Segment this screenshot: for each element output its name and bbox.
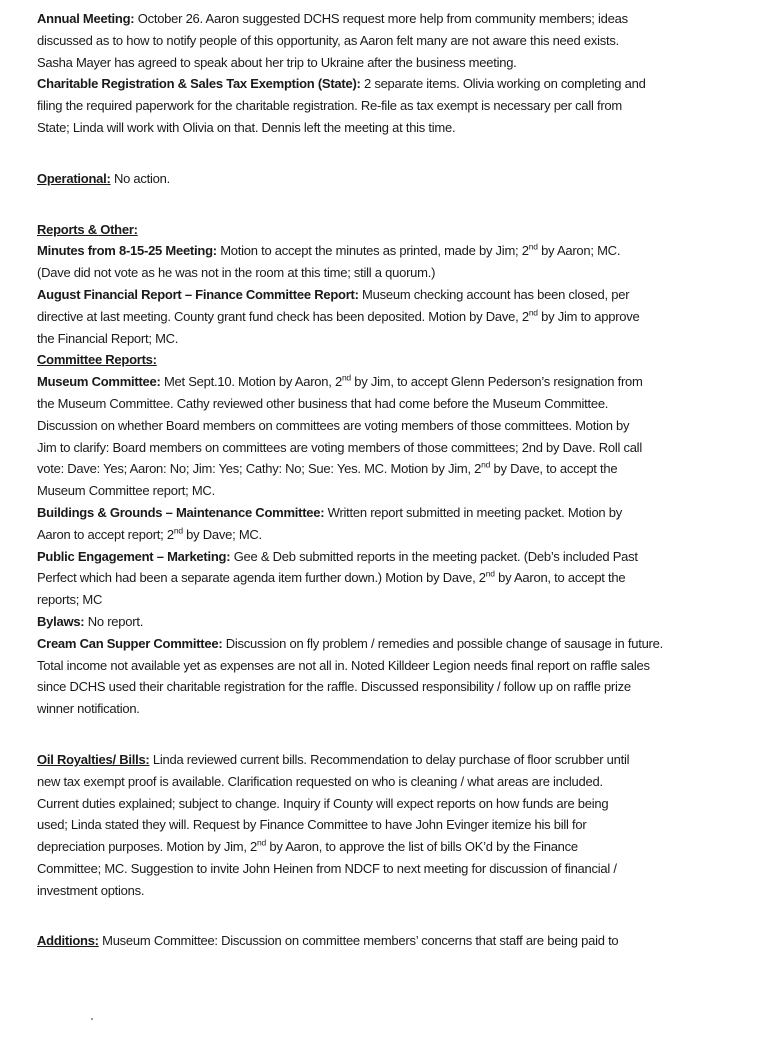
- text-line: [37, 676, 737, 698]
- ordinal-superscript: nd: [173, 525, 183, 536]
- section-label: Annual Meeting:: [37, 11, 135, 26]
- body-text: October 26. Aaron suggested DCHS request more help from community members; ideas: [134, 11, 628, 26]
- body-text: by Aaron, to approve the list of bills OK’d by the Finance: [266, 839, 578, 855]
- text-line: [37, 698, 737, 720]
- body-text: Aaron to accept report; 2: [37, 526, 174, 542]
- body-text: by Aaron; MC.: [537, 243, 621, 259]
- body-text: by Jim to approve: [537, 308, 640, 324]
- text-line: [37, 349, 737, 371]
- body-text: Met Sept.10. Motion by Aaron, 2: [160, 374, 342, 390]
- section-label: Charitable Registration & Sales Tax Exemption (State):: [37, 76, 361, 92]
- text-line: [37, 546, 737, 568]
- text-line: [37, 814, 737, 836]
- section-label: Buildings & Grounds – Maintenance Committee:: [37, 504, 325, 520]
- body-text: vote: Dave: Yes; Aaron: No; Jim: Yes; Cathy: No; Sue: Yes. MC. Motion by Jim, 2: [37, 461, 482, 477]
- section-label: Bylaws:: [37, 613, 85, 629]
- ordinal-superscript: nd: [341, 372, 351, 383]
- section-label: August Financial Report – Finance Committee Report:: [37, 286, 359, 302]
- body-text: the Financial Report; MC.: [37, 330, 179, 346]
- text-line: [37, 655, 737, 677]
- body-text: new tax exempt proof is available. Clarification requested on who is cleaning / what areas are included.: [37, 773, 603, 789]
- text-line: [37, 458, 737, 480]
- body-text: used; Linda stated they will. Request by Finance Committee to have John Evinger itemize his bill for: [37, 817, 587, 833]
- body-text: Museum checking account has been closed, per: [358, 286, 630, 302]
- body-text: State; Linda will work with Olivia on that. Dennis left the meeting at this time.: [37, 119, 456, 135]
- body-text: Current duties explained; subject to change. Inquiry if County will expect reports on how funds are being: [37, 795, 609, 811]
- body-text: investment options.: [37, 882, 145, 898]
- body-text: by Dave; MC.: [182, 526, 262, 542]
- body-text: reports; MC: [37, 592, 103, 608]
- text-line: [37, 393, 737, 415]
- body-text: Jim to clarify: Board members on committees are voting members of those committees; 2nd by Dave. Roll call: [37, 439, 642, 455]
- paragraph-gap: [37, 190, 737, 219]
- body-text: No report.: [84, 613, 144, 629]
- text-line: [37, 262, 737, 284]
- text-line: [37, 836, 737, 858]
- text-line: [37, 8, 737, 30]
- section-label: Minutes from 8-15-25 Meeting:: [37, 243, 217, 259]
- body-text: discussed as to how to notify people of this opportunity, as Aaron felt many are not aware this need exists.: [37, 32, 619, 48]
- body-text: Total income not available yet as expenses are not all in. Noted Killdeer Legion needs final report on raffle sales: [37, 657, 650, 673]
- body-text: Perfect which had been a separate agenda item further down.) Motion by Dave, 2: [37, 570, 486, 586]
- ordinal-superscript: nd: [528, 242, 538, 253]
- text-line: [37, 219, 737, 241]
- text-line: [37, 415, 737, 437]
- text-line: [37, 480, 737, 502]
- text-line: [37, 930, 737, 952]
- body-text: depreciation purposes. Motion by Jim, 2: [37, 839, 258, 855]
- body-text: Motion to accept the minutes as printed, made by Jim; 2: [216, 243, 529, 259]
- text-line: [37, 437, 737, 459]
- body-text: No action.: [110, 170, 170, 186]
- text-line: [37, 306, 737, 328]
- text-line: [37, 771, 737, 793]
- section-label: Oil Royalties/ Bills:: [37, 751, 150, 767]
- body-text: by Dave, to accept the: [490, 461, 618, 477]
- paragraph-gap: [37, 901, 737, 930]
- section-label: Operational:: [37, 170, 111, 186]
- text-line: [37, 30, 737, 52]
- section-label: Public Engagement – Marketing:: [37, 548, 231, 564]
- text-line: [37, 371, 737, 393]
- section-label: Cream Can Supper Committee:: [37, 635, 223, 651]
- text-line: [37, 117, 737, 139]
- text-line: [37, 749, 737, 771]
- body-text: since DCHS used their charitable registration for the raffle. Discussed responsibility / follow up on raffle prize: [37, 679, 631, 695]
- text-line: [37, 284, 737, 306]
- body-text: Committee; MC. Suggestion to invite John Heinen from NDCF to next meeting for discussion of financial /: [37, 860, 617, 876]
- text-line: [37, 524, 737, 546]
- text-line: [37, 633, 737, 655]
- body-text: Sasha Mayer has agreed to speak about her trip to Ukraine after the business meeting.: [37, 54, 517, 70]
- body-text: winner notification.: [37, 701, 140, 717]
- body-text: the Museum Committee. Cathy reviewed other business that had come before the Museum Committee.: [37, 395, 609, 411]
- body-text: Gee & Deb submitted reports in the meeting packet. (Deb’s included Past: [230, 548, 638, 564]
- text-line: [37, 502, 737, 524]
- text-line: [37, 567, 737, 589]
- paragraph-gap: [37, 139, 737, 168]
- section-label: Committee Reports:: [37, 352, 157, 368]
- ordinal-superscript: nd: [257, 837, 267, 848]
- ordinal-superscript: nd: [485, 569, 495, 579]
- ordinal-superscript: nd: [481, 460, 491, 471]
- paragraph-gap: [37, 720, 737, 749]
- body-text: Discussion on whether Board members on committees are voting members of those committees. Motion by: [37, 417, 630, 433]
- body-text: Discussion on fly problem / remedies and possible change of sausage in future.: [222, 635, 663, 651]
- text-line: [37, 168, 737, 190]
- body-text: (Dave did not vote as he was not in the room at this time; still a quorum.): [37, 265, 436, 281]
- body-text: Linda reviewed current bills. Recommendation to delay purchase of floor scrubber until: [149, 751, 630, 767]
- text-line: [37, 328, 737, 350]
- body-text: Museum Committee report; MC.: [37, 483, 215, 499]
- text-line: [37, 880, 737, 902]
- text-line: [37, 73, 737, 95]
- body-text: by Aaron, to accept the: [494, 570, 626, 586]
- body-text: 2 separate items. Olivia working on completing and: [360, 76, 646, 92]
- text-line: [37, 858, 737, 880]
- text-line: [37, 240, 737, 262]
- body-text: by Jim, to accept Glenn Pederson’s resignation from: [350, 374, 643, 390]
- text-line: [37, 95, 737, 117]
- text-line: [37, 589, 737, 611]
- meeting-minutes-page: [37, 8, 737, 952]
- text-line: [37, 52, 737, 74]
- section-label: Reports & Other:: [37, 221, 138, 237]
- ordinal-superscript: nd: [528, 307, 538, 318]
- body-text: Museum Committee: Discussion on committee members’ concerns that staff are being paid to: [98, 933, 619, 949]
- body-text: Written report submitted in meeting packet. Motion by: [324, 504, 622, 520]
- text-line: [37, 793, 737, 815]
- section-label: Additions:: [37, 933, 99, 949]
- section-label: Museum Committee:: [37, 374, 161, 390]
- scan-speck: [91, 1018, 93, 1020]
- body-text: filing the required paperwork for the charitable registration. Re-file as tax exempt is necessary per call from: [37, 98, 622, 114]
- text-line: [37, 611, 737, 633]
- body-text: directive at last meeting. County grant fund check has been deposited. Motion by Dave, 2: [37, 308, 529, 324]
